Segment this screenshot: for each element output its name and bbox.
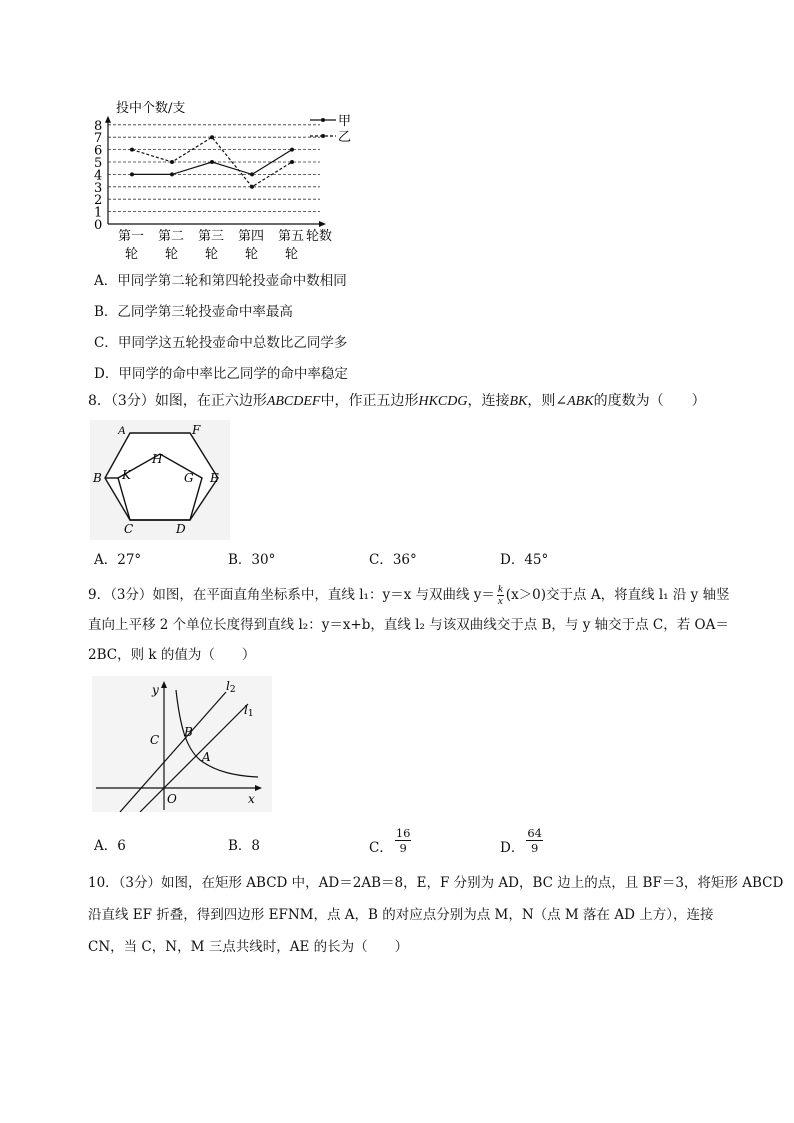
label-e: E	[210, 471, 219, 485]
y-tick-label: 2	[94, 193, 103, 209]
data-point	[250, 172, 254, 176]
x-axis-arrow	[319, 221, 326, 227]
label-c: C	[150, 733, 160, 747]
label-l1: l1	[244, 703, 254, 719]
q7-option-b[interactable]: B．乙同学第三轮投壶命中率最高	[94, 304, 293, 320]
q9-option-a[interactable]: A．6	[94, 838, 126, 854]
legend-marker	[321, 134, 325, 138]
q10-line-1: 10．（3分）如图，在矩形 ABCD 中，AD＝2AB＝8，E，F 分别为 AD，BC 边上的点，且 BF＝3，将矩形 ABCD	[88, 875, 784, 891]
x-tick-label: 第四	[238, 229, 265, 244]
legend-marker	[321, 118, 325, 122]
q10-stem	[88, 867, 784, 963]
y-tick-label: 7	[94, 131, 103, 147]
q8-option-c[interactable]: C．36°	[369, 552, 417, 568]
label-a: A	[202, 750, 211, 764]
x-tick-label: 轮	[205, 247, 219, 262]
q9-fraction: $\frac{k}{x}$	[497, 583, 503, 607]
label-k: K	[122, 468, 131, 482]
label-x: x	[248, 792, 255, 806]
y-tick-label: 6	[94, 143, 103, 159]
label-b: B	[93, 471, 102, 485]
data-point	[210, 160, 214, 164]
label-h: H	[152, 452, 163, 466]
q9-option-c[interactable]: C． $\frac{16}{9}$	[369, 826, 411, 856]
q9-line-3: 2BC，则 k 的值为（ ）	[88, 647, 256, 663]
q9-stem	[88, 580, 728, 670]
q7-line-chart	[84, 96, 364, 266]
x-tick-label: 轮	[125, 247, 139, 262]
data-point	[170, 172, 174, 176]
q10-line-2: 沿直线 EF 折叠，得到四边形 EFNM，点 A，B 的对应点分别为点 M，N（点 M 落在 AD 上方），连接	[88, 907, 714, 923]
y-tick-label: 5	[94, 156, 103, 171]
x-tick-label: 第二	[158, 229, 185, 244]
label-d: D	[176, 522, 186, 536]
label-l2: l2	[226, 679, 236, 695]
data-point	[170, 160, 174, 164]
label-b: B	[184, 725, 193, 739]
q8-option-d[interactable]: D．45°	[500, 552, 549, 568]
data-point	[130, 148, 134, 152]
q7-option-a[interactable]: A．甲同学第二轮和第四轮投壶命中数相同	[94, 273, 347, 289]
y-axis-arrow	[105, 116, 111, 123]
x-tick-label: 第三	[198, 229, 225, 244]
q8-stem: 8．（3分）如图，在正六边形ABCDEF中，作正五边形HKCDG，连接BK，则∠ABK的度数为（ ）	[88, 393, 706, 409]
chart-ylabel: 投中个数/支	[116, 101, 186, 116]
q7-options	[94, 266, 348, 390]
x-tick-label: 轮	[165, 247, 179, 262]
label-o: O	[167, 792, 177, 806]
label-c: C	[124, 522, 134, 536]
q8-hexagon-figure	[90, 420, 230, 540]
x-tick-label: 轮	[245, 247, 259, 262]
label-a: A	[118, 423, 126, 437]
x-tick-label: 第五	[278, 229, 305, 244]
label-y: y	[152, 683, 159, 697]
q9-line-2: 直向上平移 2 个单位长度得到直线 l₂：y＝x+b，直线 l₂ 与该双曲线交于点 B，与 y 轴交于点 C，若 OA＝	[88, 617, 729, 633]
data-point	[130, 172, 134, 176]
x-axis-label: 轮数	[306, 229, 333, 244]
q10-line-3: CN，当 C，N，M 三点共线时，AE 的长为（ ）	[88, 939, 409, 955]
y-tick-label: 1	[94, 205, 103, 221]
q8-option-b[interactable]: B．30°	[228, 552, 276, 568]
label-g: G	[184, 471, 194, 485]
data-point	[290, 160, 294, 164]
legend-label: 乙	[338, 130, 352, 145]
legend-label: 甲	[338, 114, 352, 129]
q9-coordinate-figure	[92, 676, 272, 812]
q9-line-1: 9．（3分）如图，在平面直角坐标系中，直线 l₁：y＝x 与双曲线 y＝ $\frac{k}{x}$ (x＞0)交于点 A，将直线 l₁ 沿 y 轴竖	[88, 583, 730, 607]
q7-option-c[interactable]: C．甲同学这五轮投壶命中总数比乙同学多	[94, 335, 348, 351]
x-tick-label: 轮	[285, 247, 299, 262]
q9-options	[94, 826, 734, 866]
y-tick-label: 3	[94, 180, 103, 196]
y-tick-label: 0	[94, 218, 103, 233]
x-tick-label: 第一	[118, 229, 145, 244]
q8-options	[94, 548, 734, 568]
q8-option-a[interactable]: A．27°	[94, 552, 142, 568]
data-point	[290, 148, 294, 152]
q9-option-b[interactable]: B．8	[228, 838, 261, 854]
label-f: F	[192, 423, 201, 437]
data-point	[210, 135, 214, 139]
y-tick-label: 4	[94, 168, 103, 184]
chart-plot	[94, 114, 351, 262]
data-point	[250, 185, 254, 189]
q9-option-d[interactable]: D． $\frac{64}{9}$	[500, 826, 542, 856]
y-tick-label: 8	[94, 118, 103, 134]
q7-option-d[interactable]: D．甲同学的命中率比乙同学的命中率稳定	[94, 366, 348, 382]
